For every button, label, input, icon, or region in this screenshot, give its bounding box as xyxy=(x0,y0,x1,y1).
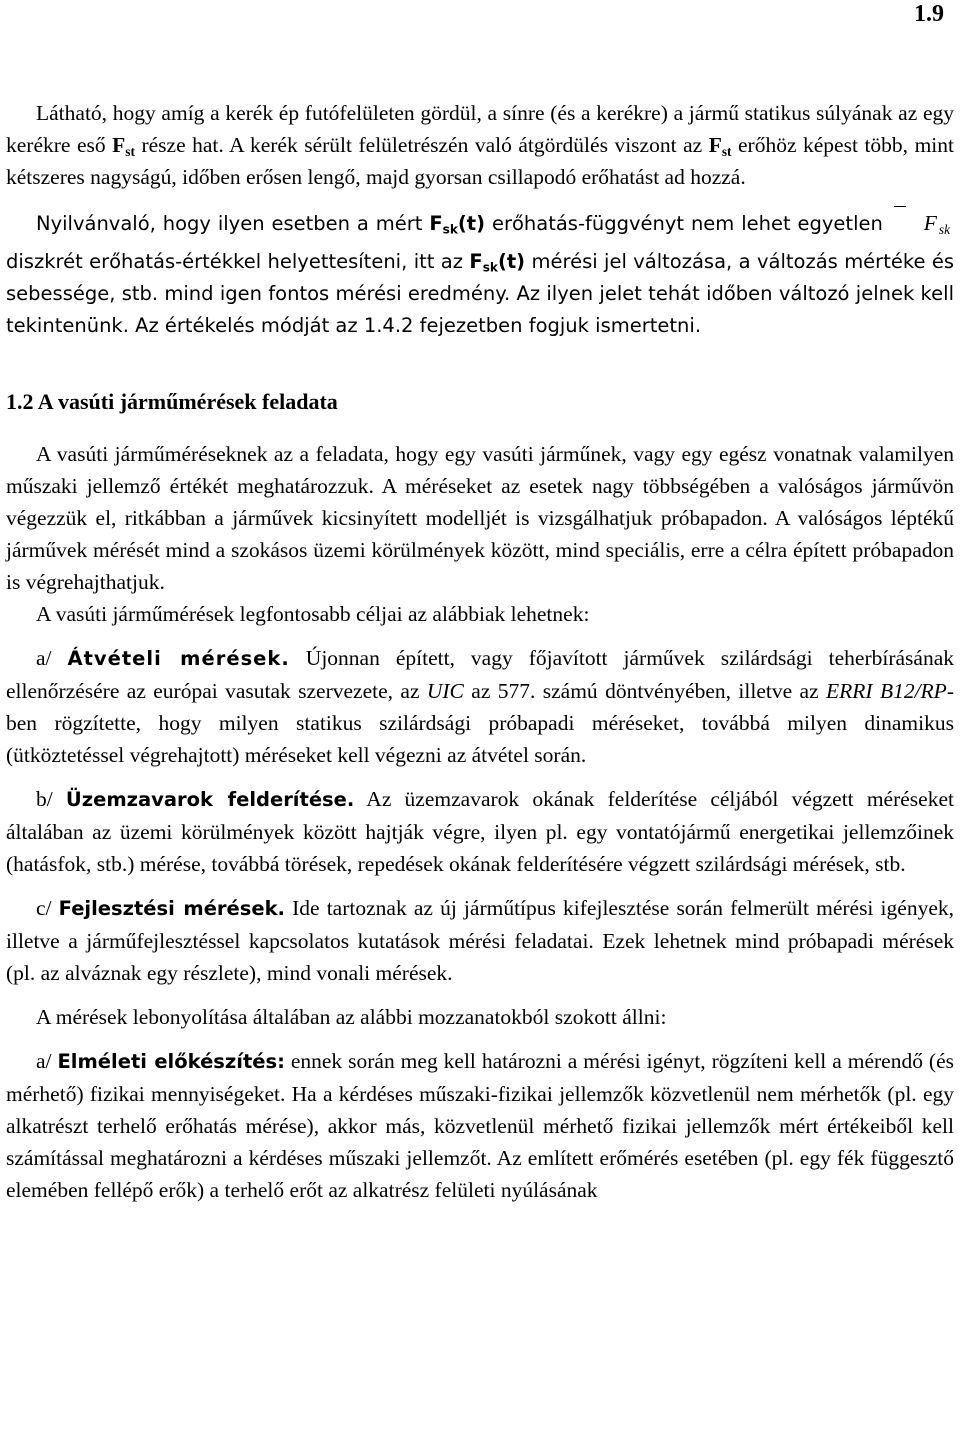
text-run: UIC xyxy=(426,678,464,703)
list-item-preparation xyxy=(6,1045,954,1206)
paragraph-force-function xyxy=(6,205,954,342)
text-run: erőhatás-függvényt nem lehet egyetlen xyxy=(485,212,890,235)
text-run: erőhöz képest több, mint kétszeres nagyságú, időben erősen lengő, majd gyorsan csillapodó erőhatást ad hozzá. xyxy=(6,133,954,189)
page-number: 1.9 xyxy=(914,1,944,27)
paragraph-wheel-load xyxy=(6,97,954,193)
text-run: ennek során meg kell határozni a mérési igényt, rögzíteni kell a mérendő (és mérhető) fizikai mennyiségeket. Ha a kérdéses műszaki-fizikai jellemzők közvetlenül nem mérhetők (pl. egy alkatrészt terhelő erőhatás mérése), akkor más, közvetlenül mérhető fizikai jellemzők mért értékeiből kell számítással meghatározni a kérdéses műszaki jellemzőt. Az említett erőmérés esetében (pl. egy fék függesztő elemében fellépő erők) a terhelő erőt az alkatrész felületi nyúlásának xyxy=(6,1048,954,1202)
list-item-title: Átvételi mérések. xyxy=(67,646,290,670)
symbol-fsk-t: $F_{sk}(t)$ xyxy=(469,249,526,275)
text-run: Nyilvánvaló, hogy ilyen esetben a mért xyxy=(36,212,430,235)
paragraph-steps-intro: A mérések lebonyolítása általában az alábbi mozzanatokból szokott állni: xyxy=(36,1004,667,1029)
symbol-fsk-mean: F sk xyxy=(894,205,950,246)
text-run: Ide tartoznak az új járműtípus kifejlesztése során felmerült mérési igények, illetve a járműfejlesztéssel kapcsolatos kutatások mérési feladatai. Ezek lehetnek mind próbapadi mérések (pl. az alváznak egy részlete), mind vonali mérések. xyxy=(6,895,954,985)
list-item-title: Üzemzavarok felderítése. xyxy=(65,787,355,811)
text-run: mérési jel változása, a változás mértéke és sebessége, stb. mind igen fontos mérési eredmény. Az ilyen jelet tehát időben változó jelnek kell tekintenünk. Az értékelés módját az 1.4.2 fejezetben fogjuk ismertetni. xyxy=(6,249,954,337)
list-item-development xyxy=(6,892,954,989)
text-run: Az üzemzavarok okának felderítése céljából végzett méréseket általában az üzemi körülmények között hajtják végre, ilyen pl. egy vontatójármű energetikai jellemzőinek (hatásfok, stb.) mérése, továbbá törések, repedések okának felderítésére végzett szilárdsági mérések, stb. xyxy=(6,786,954,876)
list-marker: a/ xyxy=(36,1048,58,1073)
list-item-fault-finding xyxy=(6,783,954,880)
page-content xyxy=(6,97,954,1206)
list-item-title: Elméleti előkészítés: xyxy=(57,1049,285,1073)
text-run: az 577. számú döntvényében, illetve az xyxy=(463,678,826,703)
text-run: diszkrét erőhatás-értékkel helyettesíteni, itt az xyxy=(6,249,470,273)
list-marker: c/ xyxy=(36,895,59,920)
text-run: Újonnan épített, vagy főjavított járművek szilárdsági teherbírásának ellenőrzésére az európai vasutak szervezete, az xyxy=(6,645,954,703)
list-marker: a/ xyxy=(36,645,68,670)
list-marker: b/ xyxy=(36,786,66,811)
text-run: Látható, hogy amíg a kerék ép futófelületen gördül, a sínre (és a kerékre) a jármű statikus súlyának az egy kerékre eső xyxy=(6,101,954,157)
symbol-fsk-t: $F_{sk}(t)$ xyxy=(429,212,486,237)
section-heading: 1.2 A vasúti járműmérések feladata xyxy=(6,388,338,414)
text-run: ERRI B12/RP xyxy=(826,678,947,703)
list-item-title: Fejlesztési mérések. xyxy=(58,896,285,920)
symbol-f: $F_{st}$ xyxy=(708,133,732,159)
text-run: része hat. A kerék sérült felületrészén való átgördülés viszont az xyxy=(134,133,709,157)
paragraph-goals-intro: A vasúti járműmérések legfontosabb céljai az alábbiak lehetnek: xyxy=(36,601,590,626)
paragraph-task: A vasúti járműméréseknek az a feladata, hogy egy vasúti járműnek, vagy egy egész vonatnak valamilyen műszaki jellemző értékét meghatározzuk. A méréseket az esetek nagy többségében a valóságos járművön végezzük el, ritkábban a járművek kicsinyített modelljét is vizsgálhatjuk próbapadon. A valóságos léptékű járművek mérését mind a szokásos üzemi körülmények között, mind speciális, erre a célra épített próbapadon is végrehajthatjuk. xyxy=(6,441,954,594)
symbol-f: $F_{st}$ xyxy=(112,133,135,159)
list-item-acceptance xyxy=(6,642,954,771)
text-run: -ben rögzítette, hogy milyen statikus szilárdsági próbapadi méréseket, továbbá milyen dinamikus (ütköztetéssel végrehajtott) méréseket kell végezni az átvétel során. xyxy=(6,678,954,767)
